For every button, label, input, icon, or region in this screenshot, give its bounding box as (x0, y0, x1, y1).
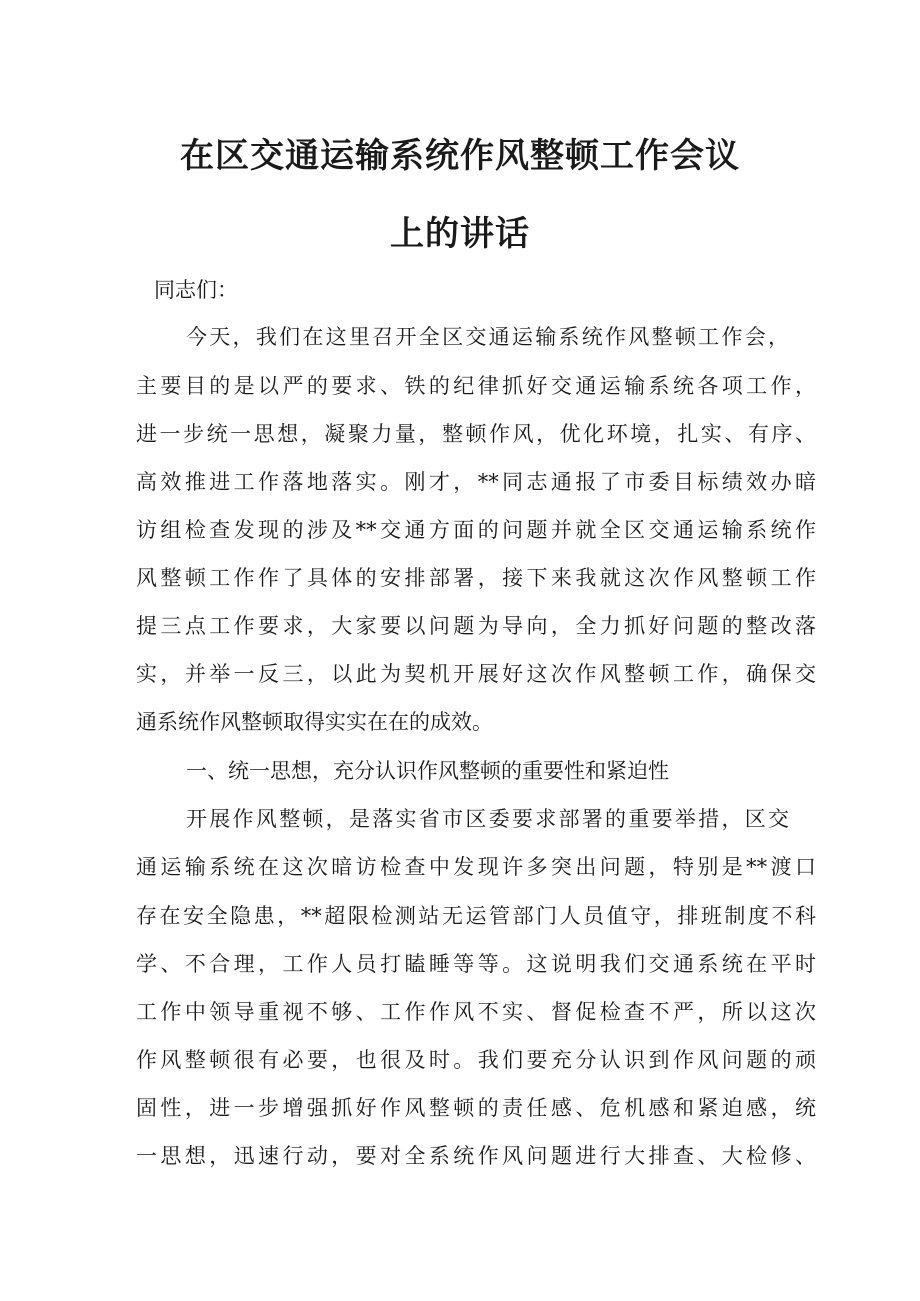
paragraph-line: 学、不合理，工作人员打瞌睡等等。这说明我们交通系统在平时 (136, 952, 816, 976)
document-title-line-1: 在区交通运输系统作风整顿工作会议 (180, 136, 740, 176)
paragraph-line: 实，并举一反三，以此为契机开展好这次作风整顿工作，确保交 (136, 662, 816, 686)
paragraph-line: 工作中领导重视不够、工作作风不实、督促检查不严，所以这次 (136, 1000, 816, 1024)
paragraph-line: 提三点工作要求，大家要以问题为导向，全力抓好问题的整改落 (136, 614, 816, 638)
paragraph-line: 高效推进工作落地落实。刚才，**同志通报了市委目标绩效办暗 (136, 470, 816, 494)
paragraph-line: 开展作风整顿，是落实省市区委要求部署的重要举措，区交 (186, 807, 789, 831)
paragraph-line: 今天，我们在这里召开全区交通运输系统作风整顿工作会， (186, 325, 789, 349)
paragraph-line: 访组检查发现的涉及**交通方面的问题并就全区交通运输系统作 (136, 518, 816, 542)
paragraph-line: 一思想，迅速行动，要对全系统作风问题进行大排查、大检修、 (136, 1144, 816, 1168)
paragraph-line: 固性，进一步增强抓好作风整顿的责任感、危机感和紧迫感，统 (136, 1096, 816, 1120)
paragraph-line: 风整顿工作作了具体的安排部署，接下来我就这次作风整顿工作 (136, 566, 816, 590)
section-heading-1: 一、统一思想，充分认识作风整顿的重要性和紧迫性 (186, 759, 669, 783)
salutation: 同志们： (154, 278, 238, 302)
paragraph-line: 进一步统一思想，凝聚力量，整顿作风，优化环境，扎实、有序、 (136, 422, 816, 446)
paragraph-line: 存在安全隐患，**超限检测站无运管部门人员值守，排班制度不科 (136, 904, 816, 928)
paragraph-line: 通运输系统在这次暗访检查中发现许多突出问题，特别是**渡口 (136, 855, 816, 879)
document-title-line-2: 上的讲话 (390, 214, 530, 254)
paragraph-line: 通系统作风整顿取得实实在在的成效。 (136, 710, 493, 734)
paragraph-line: 作风整顿很有必要，也很及时。我们要充分认识到作风问题的顽 (136, 1048, 816, 1072)
paragraph-line: 主要目的是以严的要求、铁的纪律抓好交通运输系统各项工作， (136, 374, 816, 398)
